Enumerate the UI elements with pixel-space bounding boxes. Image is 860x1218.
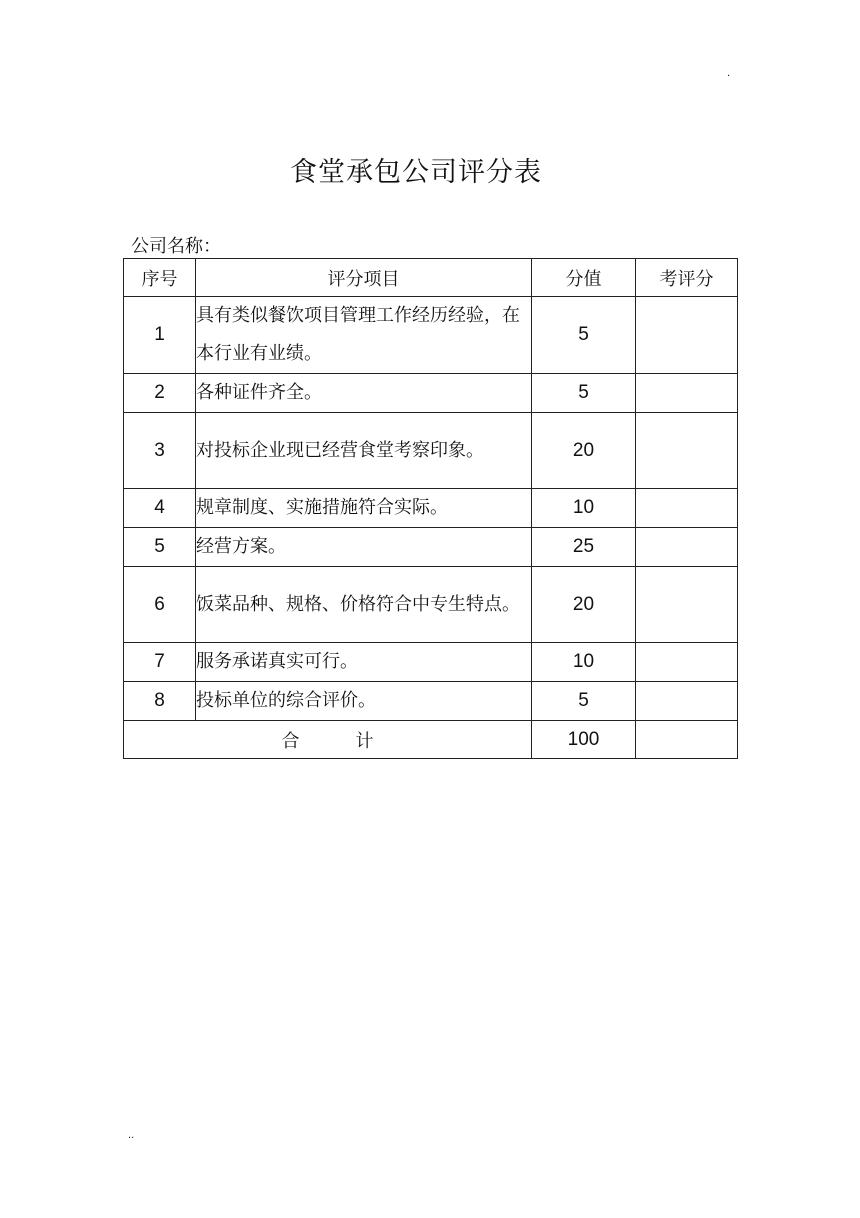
row-no: 5 bbox=[124, 528, 196, 567]
table-row bbox=[124, 413, 738, 489]
row-evaluation-cell[interactable] bbox=[636, 489, 738, 528]
row-no: 6 bbox=[124, 567, 196, 643]
table-row bbox=[124, 682, 738, 721]
row-item: 具有类似餐饮项目管理工作经历经验，在本行业有业绩。 bbox=[196, 297, 532, 374]
company-name-label: 公司名称： bbox=[131, 236, 221, 257]
table-row bbox=[124, 643, 738, 682]
row-score: 5 bbox=[532, 682, 636, 721]
row-no: 3 bbox=[124, 413, 196, 489]
row-item: 对投标企业现已经营食堂考察印象。 bbox=[196, 413, 532, 489]
page-title: 食堂承包公司评分表 bbox=[290, 157, 542, 188]
total-label bbox=[124, 721, 532, 759]
row-item: 经营方案。 bbox=[196, 528, 532, 567]
table-row bbox=[124, 567, 738, 643]
corner-mark-top: . bbox=[727, 68, 731, 79]
row-no: 7 bbox=[124, 643, 196, 682]
row-score: 5 bbox=[532, 374, 636, 413]
row-item: 各种证件齐全。 bbox=[196, 374, 532, 413]
row-score: 10 bbox=[532, 489, 636, 528]
row-no: 2 bbox=[124, 374, 196, 413]
row-item: 规章制度、实施措施符合实际。 bbox=[196, 489, 532, 528]
total-label-right: 计 bbox=[355, 730, 374, 752]
header-score: 分值 bbox=[532, 259, 636, 297]
table-header-row bbox=[124, 259, 738, 297]
row-score: 25 bbox=[532, 528, 636, 567]
table-row bbox=[124, 297, 738, 374]
table-row bbox=[124, 489, 738, 528]
row-evaluation-cell[interactable] bbox=[636, 297, 738, 374]
header-item: 评分项目 bbox=[196, 259, 532, 297]
table-row bbox=[124, 374, 738, 413]
row-item: 投标单位的综合评价。 bbox=[196, 682, 532, 721]
score-table bbox=[123, 258, 738, 759]
total-evaluation-cell[interactable] bbox=[636, 721, 738, 759]
row-item: 服务承诺真实可行。 bbox=[196, 643, 532, 682]
total-label-left: 合 bbox=[281, 730, 300, 752]
row-score: 20 bbox=[532, 567, 636, 643]
total-score: 100 bbox=[532, 721, 636, 759]
row-score: 5 bbox=[532, 297, 636, 374]
table-total-row bbox=[124, 721, 738, 759]
row-evaluation-cell[interactable] bbox=[636, 682, 738, 721]
row-score: 20 bbox=[532, 413, 636, 489]
header-no: 序号 bbox=[124, 259, 196, 297]
row-evaluation-cell[interactable] bbox=[636, 567, 738, 643]
row-no: 8 bbox=[124, 682, 196, 721]
row-score: 10 bbox=[532, 643, 636, 682]
row-evaluation-cell[interactable] bbox=[636, 643, 738, 682]
row-evaluation-cell[interactable] bbox=[636, 374, 738, 413]
row-item: 饭菜品种、规格、价格符合中专生特点。 bbox=[196, 567, 532, 643]
row-evaluation-cell[interactable] bbox=[636, 528, 738, 567]
row-no: 1 bbox=[124, 297, 196, 374]
corner-mark-bottom: .. bbox=[128, 1130, 135, 1141]
row-evaluation-cell[interactable] bbox=[636, 413, 738, 489]
header-evaluation: 考评分 bbox=[636, 259, 738, 297]
row-no: 4 bbox=[124, 489, 196, 528]
table-row bbox=[124, 528, 738, 567]
